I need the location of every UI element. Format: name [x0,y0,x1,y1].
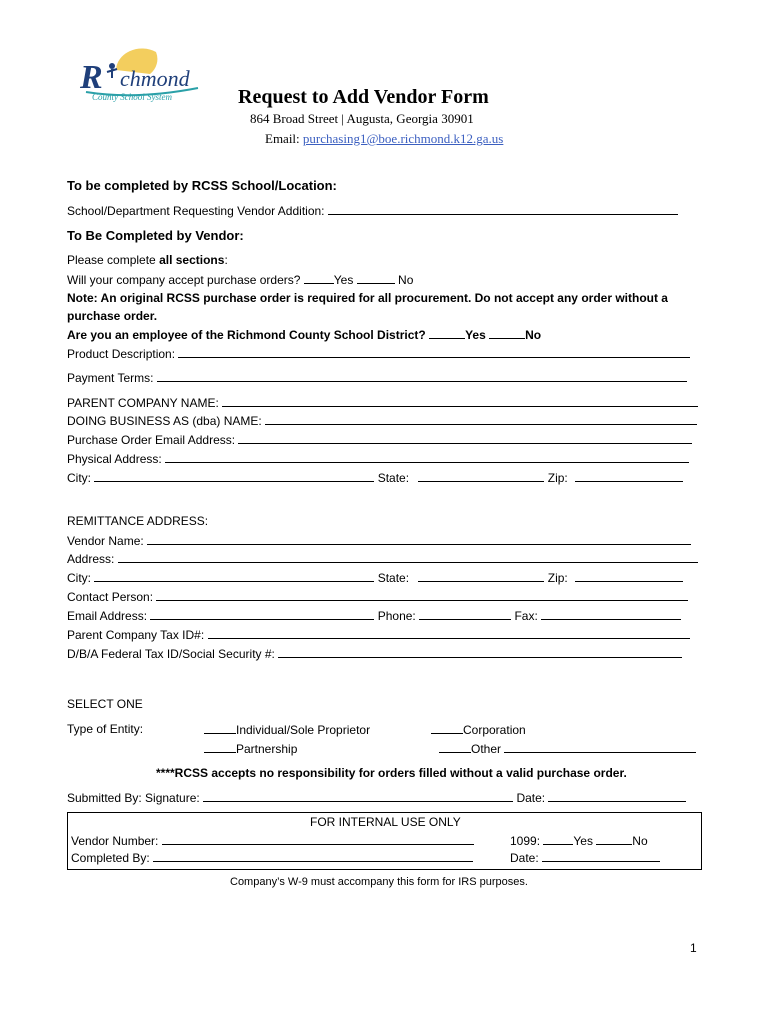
school-dept-row [67,203,678,218]
dba-row [67,413,697,428]
corporation-field[interactable] [431,722,463,734]
remittance-heading: REMITTANCE ADDRESS: [67,514,209,528]
please-bold: all sections [159,253,225,267]
phone-label: Phone: [377,609,416,623]
internal-date-label: Date: [510,851,539,865]
parent-tax-row [67,627,690,642]
parent-tax-label: Parent Company Tax ID#: [67,628,205,642]
parent-company-label: PARENT COMPANY NAME: [67,396,219,410]
submitted-row [67,790,686,805]
email-link[interactable]: purchasing1@boe.richmond.k12.ga.us [302,131,504,146]
dba-label: DOING BUSINESS AS (dba) NAME: [67,414,262,428]
zip-label: Zip: [547,471,568,485]
note-line-1: Note: An original RCSS purchase order is required for all procurement. Do not accept any order without a [67,291,668,305]
fax-label: Fax: [514,609,538,623]
parent-tax-field[interactable] [208,627,690,639]
please-suffix: : [224,253,228,267]
remit-city-field[interactable] [94,570,374,582]
vendor-name-row [67,533,691,548]
city-field[interactable] [94,470,374,482]
employee-no-field[interactable] [489,327,525,339]
accept-po-yes-label: Yes [333,273,354,287]
dba-tax-label: D/B/A Federal Tax ID/Social Security #: [67,647,275,661]
partnership-label: Partnership [236,742,298,756]
remit-email-row [67,608,681,623]
remit-city-label: City: [67,571,91,585]
form-1099-label: 1099: [510,834,541,848]
contact-label: Contact Person: [67,590,154,604]
school-dept-label: School/Department Requesting Vendor Addition: [67,204,325,218]
email-label: Email: [265,131,303,146]
entity-type-label: Type of Entity: [67,722,144,736]
employee-no-label: No [525,328,542,342]
po-email-row [67,432,692,447]
employee-yes-field[interactable] [429,327,465,339]
remit-address-row [67,551,698,566]
logo-wordmark: chmond [120,66,190,91]
parent-company-row [67,395,698,410]
entity-partnership-option [204,741,297,756]
other-label: Other [471,742,502,756]
form-1099-no-label: No [632,834,648,848]
vendor-number-row [71,833,474,848]
individual-field[interactable] [204,722,236,734]
partnership-field[interactable] [204,741,236,753]
completed-by-field[interactable] [153,850,473,862]
please-complete [67,253,228,267]
dba-tax-field[interactable] [278,646,682,658]
phone-field[interactable] [419,608,511,620]
individual-label: Individual/Sole Proprietor [236,723,371,737]
remit-email-label: Email Address: [67,609,148,623]
disclaimer: ****RCSS accepts no responsibility for orders filled without a valid purchase order. [156,766,627,780]
vendor-number-label: Vendor Number: [71,834,159,848]
form-1099-no-field[interactable] [596,833,632,845]
submitted-date-label: Date: [516,791,546,805]
accept-po-no-label: No [398,273,414,287]
remit-zip-label: Zip: [547,571,568,585]
dba-field[interactable] [265,413,697,425]
vendor-name-label: Vendor Name: [67,534,144,548]
corporation-label: Corporation [463,723,526,737]
product-desc-row [67,346,690,361]
remit-email-field[interactable] [150,608,374,620]
product-desc-field[interactable] [178,346,690,358]
accept-po-label: Will your company accept purchase orders? [67,273,301,287]
physical-address-row [67,451,689,466]
logo-subtitle: County School System [92,92,172,102]
other-check-field[interactable] [439,741,471,753]
po-email-label: Purchase Order Email Address: [67,433,236,447]
dba-tax-row [67,646,682,661]
vendor-name-field[interactable] [147,533,691,545]
accept-po-row [67,272,413,287]
city-label: City: [67,471,91,485]
physical-address-label: Physical Address: [67,452,162,466]
employee-yes-label: Yes [465,328,486,342]
contact-row [67,589,688,604]
payment-terms-field[interactable] [157,370,687,382]
employee-row [67,327,541,342]
contact-field[interactable] [156,589,688,601]
org-address: 864 Broad Street | Augusta, Georgia 30901 [250,111,474,126]
parent-company-field[interactable] [222,395,698,407]
fax-field[interactable] [541,608,681,620]
product-desc-label: Product Description: [67,347,176,361]
svg-text:R: R [80,59,103,96]
form-1099-row [510,833,648,848]
please-prefix: Please complete [67,253,160,267]
state-field[interactable] [418,470,544,482]
entity-corporation-option [431,722,526,737]
payment-terms-label: Payment Terms: [67,371,154,385]
accept-po-no-field[interactable] [357,272,395,284]
internal-heading: FOR INTERNAL USE ONLY [310,815,461,829]
internal-date-row [510,850,660,865]
completed-by-row [71,850,473,865]
remit-zip-field[interactable] [575,570,683,582]
remit-state-field[interactable] [418,570,544,582]
remit-address-label: Address: [67,552,115,566]
employee-question: Are you an employee of the Richmond County School District? [67,328,426,342]
accept-po-yes-field[interactable] [304,272,334,284]
entity-individual-option [204,722,370,737]
state-label: State: [377,471,410,485]
note-line-2: purchase order. [67,309,158,323]
remit-address-field[interactable] [118,551,698,563]
signature-field[interactable] [203,790,513,802]
form-1099-yes-label: Yes [573,834,593,848]
po-email-field[interactable] [238,432,692,444]
school-dept-field[interactable] [328,203,678,215]
section-school-heading: To be completed by RCSS School/Location: [67,178,337,193]
completed-by-label: Completed By: [71,851,150,865]
entity-other-option [439,741,696,756]
signature-label: Submitted By: Signature: [67,791,200,805]
zip-field[interactable] [575,470,683,482]
payment-terms-row [67,370,687,385]
other-text-field[interactable] [504,741,696,753]
vendor-number-field[interactable] [162,833,474,845]
richmond-logo [76,44,208,106]
select-one-label: SELECT ONE [67,697,143,711]
remit-city-row [67,570,683,585]
physical-address-field[interactable] [165,451,689,463]
form-1099-yes-field[interactable] [543,833,573,845]
city-state-zip-row [67,470,683,485]
remit-state-label: State: [377,571,410,585]
page-title: Request to Add Vendor Form [238,86,489,108]
internal-date-field[interactable] [542,850,660,862]
email-line [265,131,503,147]
section-vendor-heading: To Be Completed by Vendor: [67,228,244,243]
page-number: 1 [690,941,697,955]
w9-note: Company’s W-9 must accompany this form for IRS purposes. [230,876,528,888]
submitted-date-field[interactable] [548,790,686,802]
